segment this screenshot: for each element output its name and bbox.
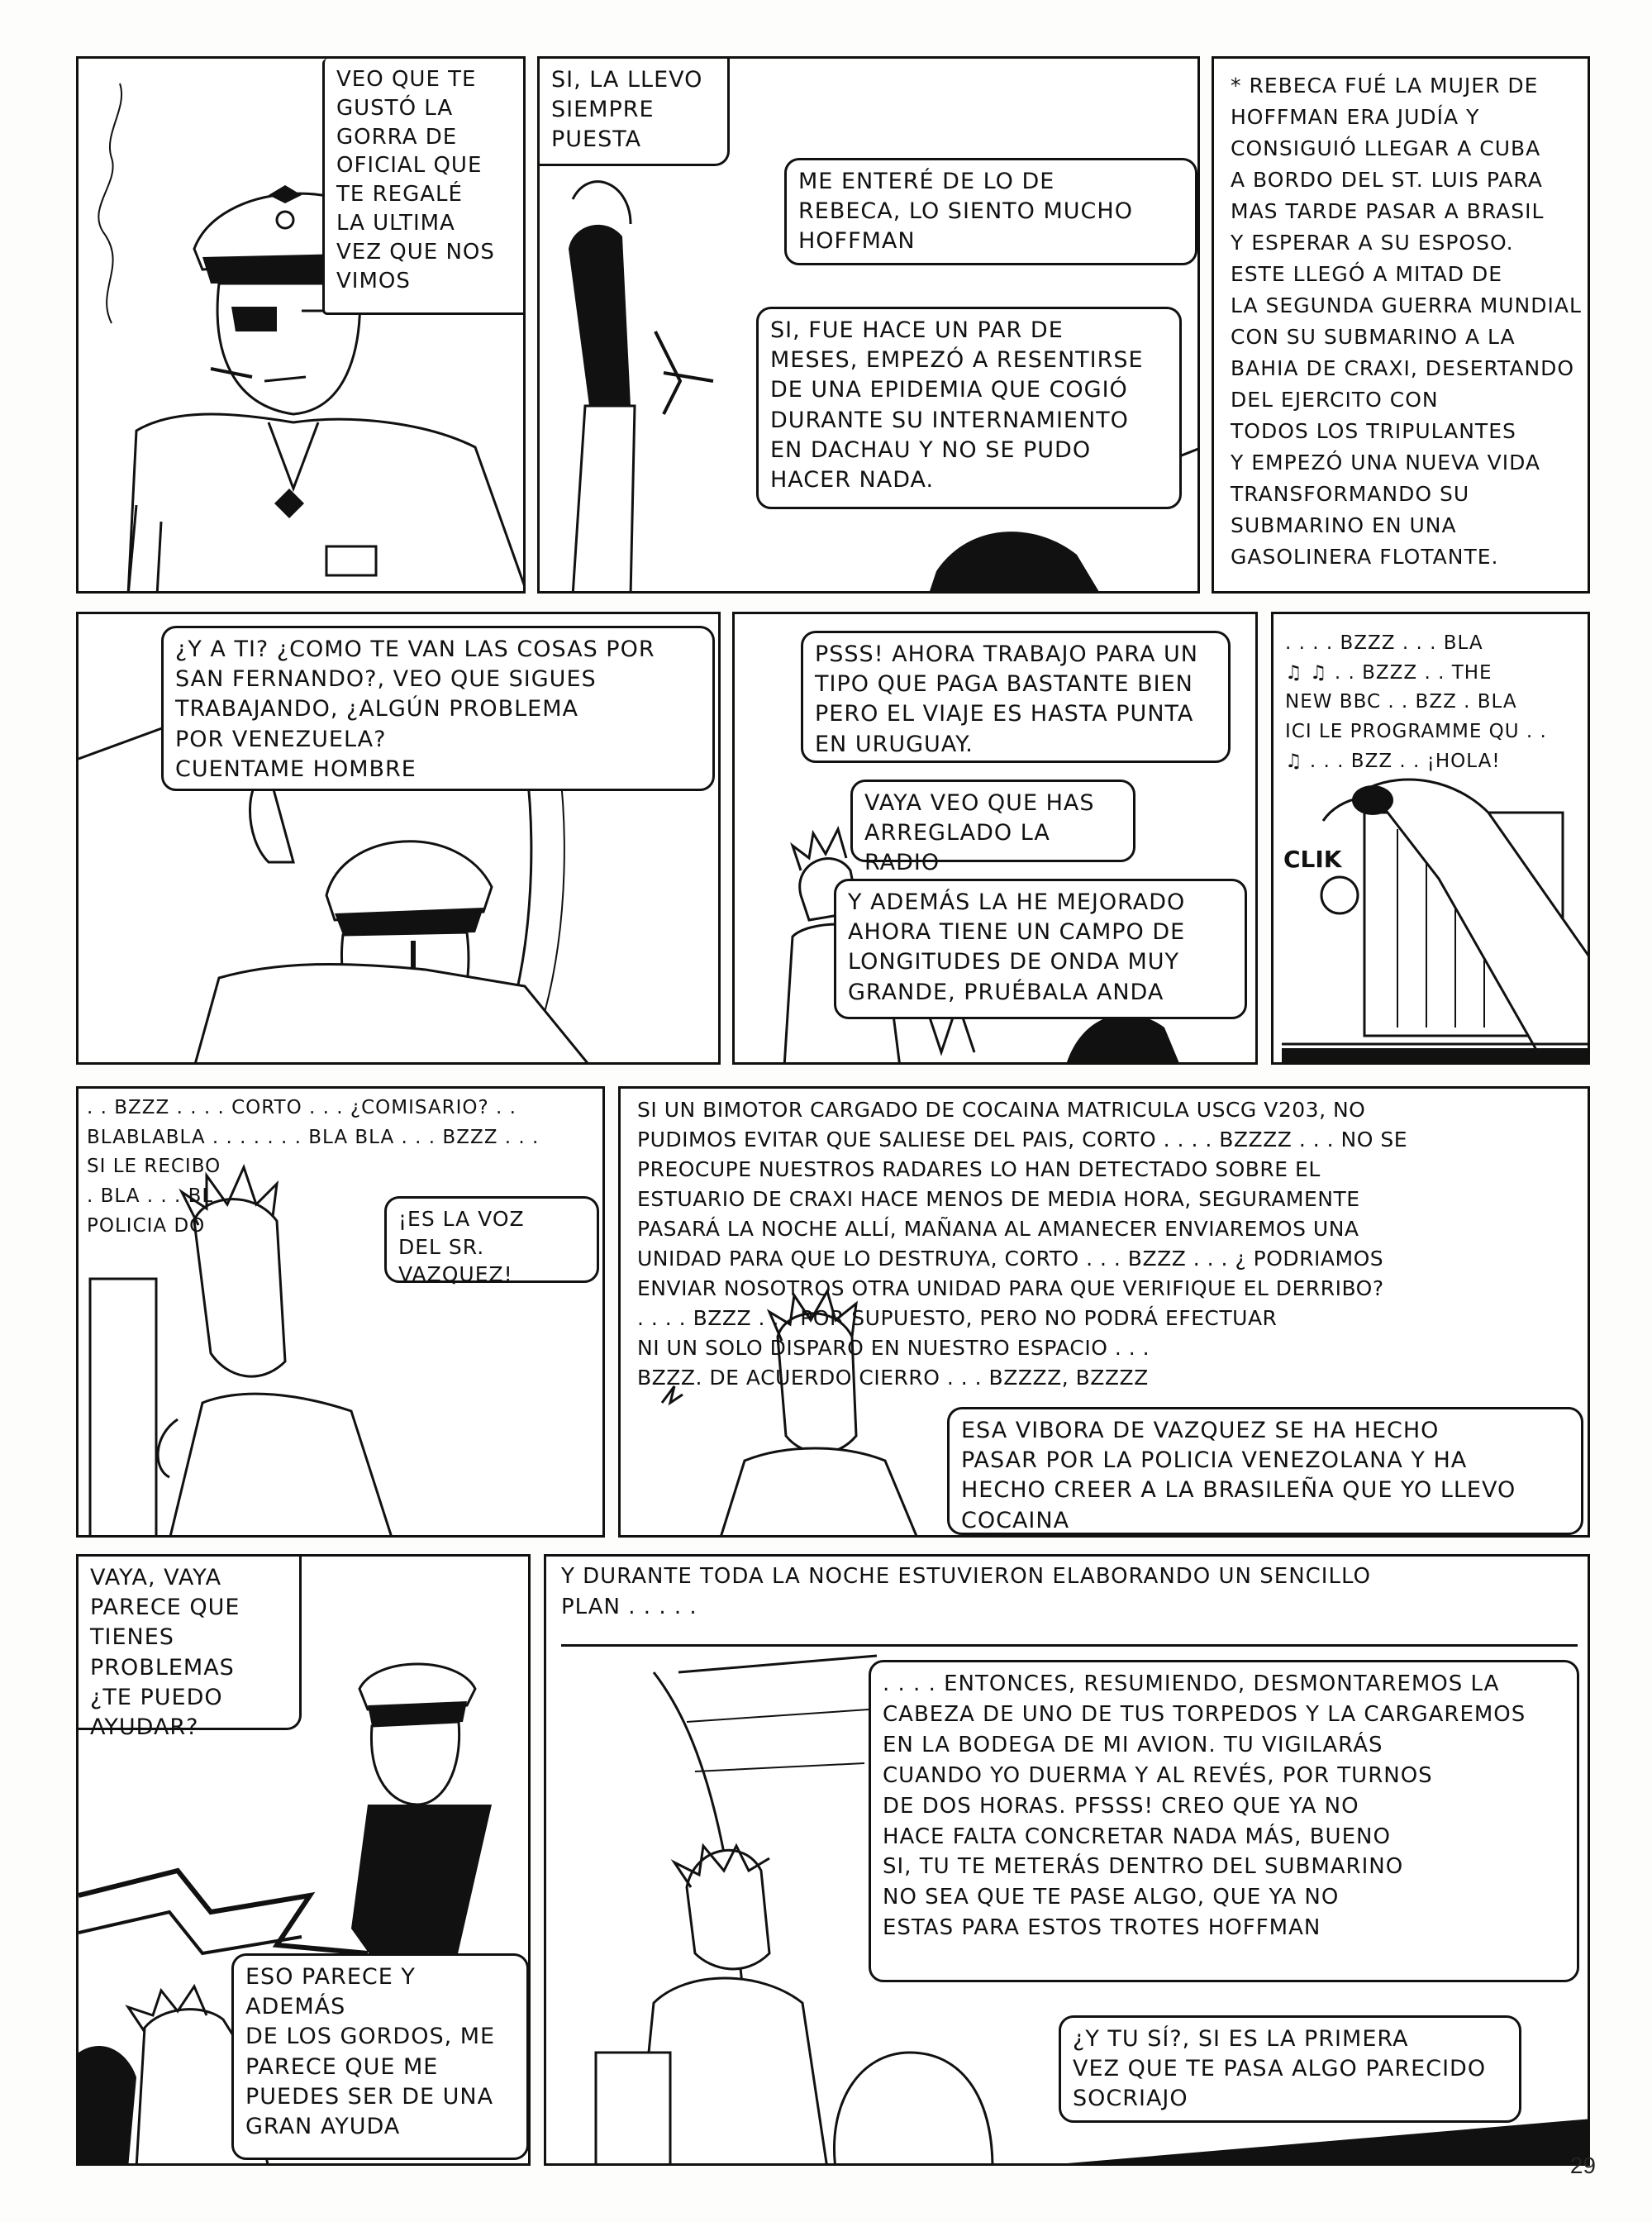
- speech-balloon-epidemic: SI, FUE HACE UN PAR DE MESES, EMPEZÓ A RESENTIRSE DE UNA EPIDEMIA QUE COGIÓ DURANTE SU INTERNAMIENTO EN DACHAU Y NO SE PUDO HACER NADA.: [756, 307, 1182, 509]
- panel-6-radio-tuning: [1271, 612, 1590, 1065]
- radio-chatter-police: . . BZZZ . . . . CORTO . . . ¿COMISARIO? . . BLABLABLA . . . . . . . BLA BLA . . . BZZZ . . . SI LE RECIBO . BLA . . . BL POLICIA DO: [87, 1097, 540, 1237]
- speech-balloon-first-time: ¿Y TU SÍ?, SI ES LA PRIMERA VEZ QUE TE PASA ALGO PARECIDO SOCRIAJO: [1059, 2015, 1521, 2123]
- speech-balloon-vazquez-voice: ¡ES LA VOZ DEL SR. VAZQUEZ!: [384, 1196, 599, 1283]
- panel-4-officer-asks: [76, 612, 721, 1065]
- speech-balloon-improved: Y ADEMÁS LA HE MEJORADO AHORA TIENE UN CAMPO DE LONGITUDES DE ONDA MUY GRANDE, PRUÉBALA ANDA: [834, 879, 1247, 1019]
- speech-balloon-big-help: ESO PARECE Y ADEMÁS DE LOS GORDOS, ME PARECE QUE ME PUEDES SER DE UNA GRAN AYUDA: [231, 1953, 529, 2160]
- panel-3-caption: [1212, 56, 1590, 594]
- speech-balloon-job: PSSS! AHORA TRABAJO PARA UN TIPO QUE PAGA BASTANTE BIEN PERO EL VIAJE ES HASTA PUNTA EN URUGUAY.: [801, 631, 1231, 763]
- panel-2-hoffman-talk: [537, 56, 1200, 594]
- speech-balloon-how-are-you: ¿Y A TI? ¿COMO TE VAN LAS COSAS POR SAN FERNANDO?, VEO QUE SIGUES TRABAJANDO, ¿ALGÚN PROBLEMA POR VENEZUELA? CUENTAME HOMBRE: [161, 626, 715, 791]
- page-number: 29: [1569, 2153, 1596, 2178]
- speech-balloon-vazquez-viper: ESA VIBORA DE VAZQUEZ SE HA HECHO PASAR POR LA POLICIA VENEZOLANA Y HA HECHO CREER A LA BRASILEÑA QUE YO LLEVO COCAINA: [947, 1407, 1583, 1535]
- panel-9-officer-offers-help: [76, 1554, 531, 2166]
- panel-8-radio-transmission: [618, 1086, 1590, 1538]
- panel-1-officer-smoking: [76, 56, 526, 594]
- caption-rebeca-story: * REBECA FUÉ LA MUJER DE HOFFMAN ERA JUDÍA Y CONSIGUIÓ LLEGAR A CUBA A BORDO DEL ST. LUIS PARA MAS TARDE PASAR A BRASIL Y ESPERAR A SU ESPOSO. ESTE LLEGÓ A MITAD DE LA SEGUNDA GUERRA MUNDIAL CON SU SUBMARINO A LA BAHIA DE CRAXI, DESERTANDO DEL EJERCITO CON TODOS LOS TRIPULANTES Y EMPEZÓ UNA NUEVA VIDA TRANSFORMANDO SU SUBMARINO EN UNA GASOLINERA FLOTANTE.: [1231, 74, 1582, 569]
- speech-balloon-radio-fixed: VAYA VEO QUE HAS ARREGLADO LA RADIO: [850, 780, 1135, 862]
- speech-balloon-can-i-help: VAYA, VAYA PARECE QUE TIENES PROBLEMAS ¿TE PUEDO AYUDAR?: [79, 1557, 302, 1730]
- radio-chatter-text: . . . . BZZZ . . . BLA ♫ ♫ . . BZZZ . . THE NEW BBC . . BZZ . BLA ICI LE PROGRAMME QU . . ♫ . . . BZZ . . ¡HOLA!: [1285, 632, 1547, 772]
- panel-10-planning: [544, 1554, 1590, 2166]
- speech-balloon-plan-details: . . . . ENTONCES, RESUMIENDO, DESMONTAREMOS LA CABEZA DE UNO DE TUS TORPEDOS Y LA CARGAREMOS EN LA BODEGA DE MI AVION. TU VIGILARÁS CUANDO YO DUERMA Y AL REVÉS, POR TURNOS DE DOS HORAS. PFSSS! CREO QUE YA NO HACE FALTA CONCRETAR NADA MÁS, BUENO SI, TU TE METERÁS DENTRO DEL SUBMARINO NO SEA QUE TE PASE ALGO, QUE YA NO ESTAS PARA ESTOS TROTES HOFFMAN: [869, 1660, 1579, 1982]
- radio-transmission-text: SI UN BIMOTOR CARGADO DE COCAINA MATRICULA USCG V203, NO PUDIMOS EVITAR QUE SALIESE DEL PAIS, CORTO . . . . BZZZZ . . . NO SE PREOCUPE NUESTROS RADARES LO HAN DETECTADO SOBRE EL ESTUARIO DE CRAXI HACE MENOS DE MEDIA HORA, SEGURAMENTE PASARÁ LA NOCHE ALLÍ, MAÑANA AL AMANECER ENVIAREMOS UNA UNIDAD PARA QUE LO DESTRUYA, CORTO . . . BZZZ . . . ¿ PODRIAMOS ENVIAR NOSOTROS OTRA UNIDAD PARA QUE VERIFIQUE EL DERRIBO? . . . . BZZZ . . . POR SUPUESTO, PERO NO PODRÁ EFECTUAR NI UN SOLO DISPARO EN NUESTRO ESPACIO . . . BZZZ. DE ACUERDO CIERRO . . . BZZZZ, BZZZZ: [637, 1098, 1408, 1390]
- panel-7-radio-voice: [76, 1086, 605, 1538]
- caption-night-plan: Y DURANTE TODA LA NOCHE ESTUVIERON ELABORANDO UN SENCILLO PLAN . . . . .: [561, 1562, 1578, 1647]
- speech-balloon-hoffman-cap: SI, LA LLEVO SIEMPRE PUESTA: [540, 59, 730, 166]
- speech-balloon-condolence: ME ENTERÉ DE LO DE REBECA, LO SIENTO MUCHO HOFFMAN: [784, 158, 1197, 265]
- panel-5-radio-repair: [732, 612, 1258, 1065]
- speech-balloon-officer: VEO QUE TE GUSTÓ LA GORRA DE OFICIAL QUE TE REGALÉ LA ULTIMA VEZ QUE NOS VIMOS: [322, 59, 526, 315]
- click-sound-effect: CLIK: [1283, 846, 1342, 873]
